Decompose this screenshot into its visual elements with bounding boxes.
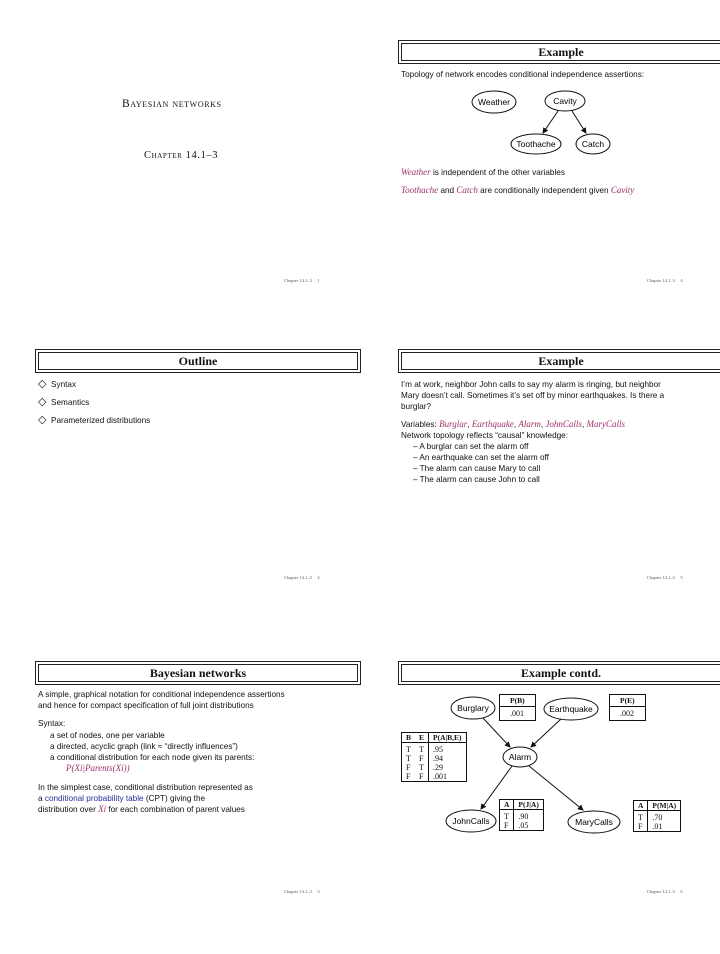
cpt-line-2: a conditional probability table (CPT) giving the	[38, 794, 206, 803]
node-burglary-label: Burglary	[457, 703, 489, 713]
syntax-label: Syntax:	[38, 719, 66, 728]
cpt-cell: T	[500, 810, 514, 822]
syntax-item: a set of nodes, one per variable	[50, 731, 165, 740]
cpt-marycalls	[633, 800, 681, 832]
outline-item-parameterized: ◇ Parameterized distributions	[38, 414, 151, 426]
edge-cavity-toothache	[543, 111, 558, 133]
edge-burglary-alarm	[483, 718, 510, 747]
diamond-icon: ◇	[38, 414, 47, 426]
independence-line-2: Toothache and Catch are conditionally independent given Cavity	[401, 185, 635, 195]
node-cavity-label: Cavity	[553, 96, 577, 106]
causal-item: – An earthquake can set the alarm off	[413, 453, 549, 462]
cpt-johncalls	[499, 799, 544, 831]
cpt-cell: .90	[518, 812, 529, 821]
cpt-cell: .05	[518, 821, 529, 830]
cpt-burglary	[499, 694, 536, 721]
node-catch-label: Catch	[581, 139, 605, 149]
slide-footer: Chapter 14.1–3 3	[284, 889, 320, 894]
cpt-cell: .70	[652, 813, 663, 822]
cpt-value: .001	[510, 709, 524, 718]
cpt-cell: T	[406, 745, 411, 754]
cpt-cell: .001	[433, 772, 448, 781]
syntax-item: a conditional distribution for each node given its parents:	[50, 753, 255, 762]
cpt-cell: T	[415, 763, 429, 772]
intro-text: Topology of network encodes conditional independence assertions:	[401, 70, 645, 79]
slide-title	[38, 40, 358, 330]
outline-item-syntax: ◇ Syntax	[38, 378, 77, 390]
slide-heading: Bayesian networks	[38, 664, 358, 682]
cpt-header: P(B)	[500, 695, 536, 707]
node-johncalls-label: JohnCalls	[452, 816, 490, 826]
cpt-line-1: In the simplest case, conditional distribution represented as	[38, 783, 253, 792]
slide-title-heading: Bayesian networks	[122, 98, 222, 110]
scenario-line-1: I’m at work, neighbor John calls to say my alarm is ringing, but neighbor	[401, 380, 661, 389]
outline-item-semantics: ◇ Semantics	[38, 396, 90, 408]
diamond-icon: ◇	[38, 378, 47, 390]
cpt-cell: F	[406, 772, 411, 781]
causal-item: – The alarm can cause John to call	[413, 475, 540, 484]
node-toothache-label: Toothache	[516, 139, 556, 149]
cpt-line-3: distribution over Xi for each combination of parent values	[38, 804, 245, 814]
slide-outline	[38, 352, 358, 642]
cpt-header: A	[634, 801, 648, 811]
cpt-cell: T	[634, 811, 648, 823]
cpt-header: P(J|A)	[518, 800, 539, 809]
cpt-header: P(E)	[610, 695, 646, 707]
cpt-header: P(A|B,E)	[433, 733, 462, 742]
definition-line-1: A simple, graphical notation for conditional independence assertions	[38, 690, 285, 699]
cpt-cell: .01	[652, 822, 663, 831]
node-marycalls-label: MaryCalls	[575, 817, 613, 827]
slide-footer: Chapter 14.1–3 4	[647, 278, 683, 283]
slide-heading: Example	[401, 43, 720, 61]
slide-footer: Chapter 14.1–3 1	[284, 278, 320, 283]
cpt-header: A	[500, 800, 514, 810]
cpt-cell: .29	[433, 763, 444, 772]
node-alarm-label: Alarm	[508, 752, 532, 762]
variables-line: Variables: Burglar, Earthquake, Alarm, JohnCalls, MaryCalls	[401, 419, 626, 429]
cpt-header: E	[415, 733, 429, 743]
syntax-item: a directed, acyclic graph (link ≈ “directly influences”)	[50, 742, 238, 751]
cpt-earthquake	[609, 694, 646, 721]
slide-heading: Outline	[38, 352, 358, 370]
cpt-alarm	[401, 732, 467, 782]
cpt-cell: T	[415, 743, 429, 755]
edge-earthquake-alarm	[531, 719, 561, 747]
slide-footer: Chapter 14.1–3 5	[647, 575, 683, 580]
cpt-cell: T	[406, 754, 411, 763]
diamond-icon: ◇	[38, 396, 47, 408]
slide-heading: Example	[401, 352, 720, 370]
definition-line-2: and hence for compact specification of full joint distributions	[38, 701, 254, 710]
cpt-cell: .95	[433, 745, 444, 754]
slide-example-contd	[401, 664, 720, 954]
cpt-cell: F	[500, 821, 514, 831]
node-weather-label: Weather	[478, 97, 510, 107]
slide-heading: Example contd.	[401, 664, 720, 682]
slide-example-topology	[401, 43, 720, 333]
cpt-cell: F	[415, 772, 429, 782]
cpt-cell: F	[415, 754, 429, 763]
cpt-header: B	[406, 733, 412, 742]
cpt-cell: F	[406, 763, 411, 772]
slide-footer: Chapter 14.1–3 2	[284, 575, 320, 580]
node-earthquake-label: Earthquake	[549, 704, 593, 714]
cpt-cell: .94	[433, 754, 444, 763]
slide-footer: Chapter 14.1–3 6	[647, 889, 683, 894]
slide-example-burglary	[401, 352, 720, 642]
cpt-header: P(M|A)	[652, 801, 677, 810]
edge-cavity-catch	[572, 111, 586, 133]
scenario-line-2: Mary doesn’t call. Sometimes it’s set off by minor earthquakes. Is there a	[401, 391, 665, 400]
cpt-cell: F	[634, 822, 648, 832]
scenario-line-3: burglar?	[401, 402, 432, 411]
slide-title-subtitle: Chapter 14.1–3	[144, 150, 219, 161]
slide-bayesian-networks	[38, 664, 358, 954]
cpt-value: .002	[620, 709, 634, 718]
independence-line-1: Weather is independent of the other variables	[401, 167, 565, 177]
causal-item: – The alarm can cause Mary to call	[413, 464, 541, 473]
topology-line: Network topology reflects “causal” knowledge:	[401, 431, 569, 440]
causal-item: – A burglar can set the alarm off	[413, 442, 529, 451]
conditional-formula: P(Xi|Parents(Xi))	[66, 763, 130, 773]
